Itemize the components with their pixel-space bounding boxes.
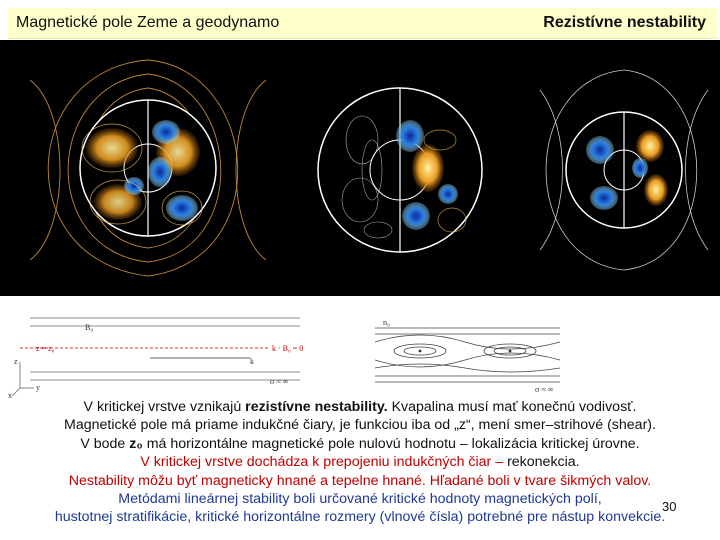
label-z-eq: z = z₀ [36, 344, 55, 353]
label-y-axis: y [36, 383, 40, 392]
text-line-7: hustotnej stratifikácie, kritické horizontálne rozmery (vlnové čísla) potrebné pre nástup konvekcie. [54, 509, 666, 526]
text-line-3: V bode z₀ má horizontálne magnetické pole nulovú hodnotu – lokalizácia kritickej úrovne. [80, 435, 640, 452]
label-k-dot-b0: k · B₀ = 0 [272, 344, 304, 353]
geodynamo-figure [0, 40, 720, 296]
text-line-6: Metódami lineárnej stability boli určované kritické hodnoty magnetických polí, [118, 491, 602, 508]
header-title-left: Magnetické pole Zeme a geodynamo [16, 14, 280, 31]
shear-field-diagram [8, 318, 303, 400]
label-x-axis: x [8, 391, 12, 400]
middle-sphere [318, 88, 482, 252]
label-sigma-right: σ ≈ ∞ [535, 385, 554, 394]
label-z-axis: z [14, 357, 18, 366]
reconnection-diagrams [0, 298, 720, 400]
text-line-2: Magnetické pole má priame indukčné čiary, je funkciou iba od „z“, mení smer–strihové (shear). [64, 417, 656, 434]
slide-header [8, 8, 718, 39]
text-line-5: Nestability môžu byť magneticky hnané a tepelne hnané. Hľadané boli v tvare šikmých valov. [68, 472, 652, 489]
header-title-right: Rezistívne nestability [543, 14, 706, 31]
label-b0: B₀ [85, 323, 94, 332]
text-line-4: V kritickej vrstve dochádza k prepojeniu indukčných čiar – rekonekcia. [140, 454, 580, 471]
text-line-1: V kritickej vrstve vznikajú rezistívne nestability. Kvapalina musí mať konečnú vodivosť. [83, 399, 637, 415]
highlight-reconnection: rekonekcia. [507, 454, 580, 471]
highlight-z0: z₀ [129, 435, 143, 452]
label-n0: n₀ [383, 318, 390, 327]
page-number: 30 [662, 499, 677, 514]
label-sigma-left: σ ≈ ∞ [270, 377, 289, 386]
slide-body-text [0, 398, 720, 527]
highlight-resistive: rezistívne nestability. [245, 399, 388, 415]
label-k: k [250, 357, 254, 366]
magnetic-islands-diagram [375, 318, 560, 394]
